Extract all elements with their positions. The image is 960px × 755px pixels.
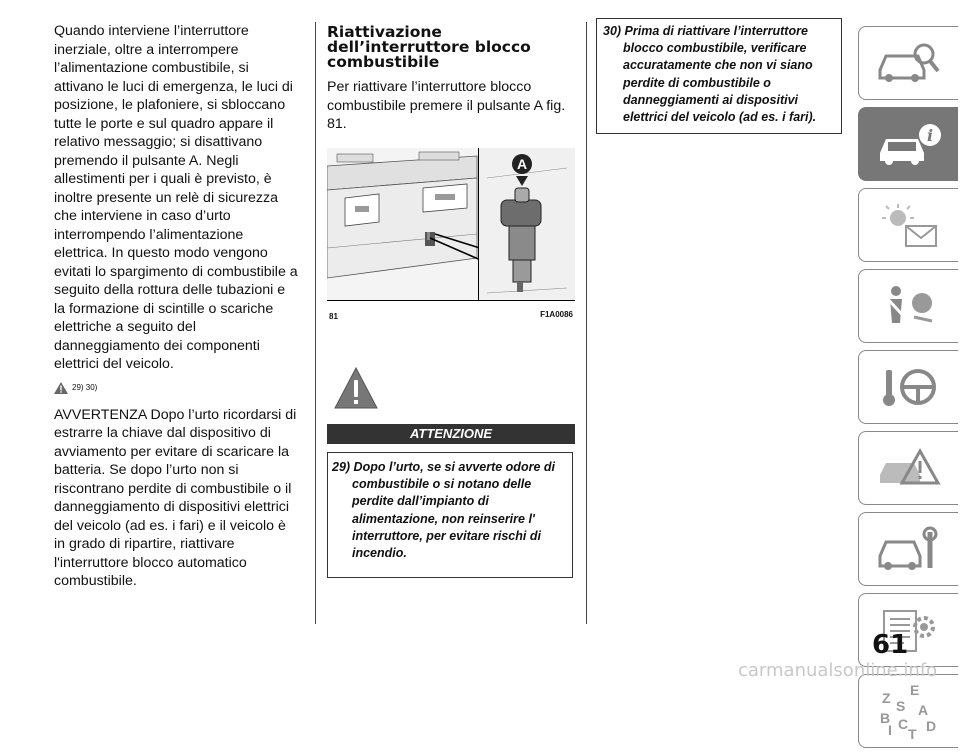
svg-text:C: C xyxy=(897,716,908,732)
tab-car-wrench[interactable] xyxy=(858,512,958,586)
svg-text:A: A xyxy=(917,702,928,718)
car-info-icon xyxy=(874,119,944,169)
column-divider xyxy=(315,22,316,624)
warning-triangle-icon xyxy=(54,382,68,394)
warning-30-box xyxy=(596,18,842,134)
car-magnifier-icon xyxy=(874,38,944,88)
tab-car-info[interactable] xyxy=(858,107,958,181)
column-divider xyxy=(586,22,587,624)
middle-column xyxy=(327,25,575,134)
steering-wheel-key-icon xyxy=(874,362,944,412)
svg-text:B: B xyxy=(879,710,890,726)
svg-text:T: T xyxy=(907,726,917,741)
figure-81 xyxy=(327,148,575,326)
svg-text:I: I xyxy=(887,722,892,738)
tab-steering-key[interactable] xyxy=(858,350,958,424)
tab-airbag-seatbelt[interactable] xyxy=(858,269,958,343)
attention-header: ATTENZIONE xyxy=(327,424,575,444)
svg-text:D: D xyxy=(925,718,936,734)
body-paragraph: Quando interviene l’interruttore inerziale, oltre a interrompere l’alimentazione combustibile, si attivano le luci di emergenza, le luci di posizione, le plafoniere, si sbloccano tutte le porte e sul quadro appare il relativo messaggio; si disattivano premendo il pulsante A. Negli allestimenti per i quali è previsto, è inoltre presente un relè di sicurezza che interviene in caso d’urto interrompendo l’alimentazione elettrica. In questo modo vengono evitati lo spargimento di combustibile a seguito della rottura delle tubazioni e la formazione di scintille o scariche elettriche a seguito del danneggiamento dei componenti elettrici del veicolo. xyxy=(54,23,298,372)
avvertenza-paragraph: AVVERTENZA Dopo l’urto ricordarsi di estrarre la chiave dal dispositivo di avviamento per evitare di scaricare la batteria. Se dopo l’urto non si riscontrano perdite di combustibile o il danneggiamento di dispositivi elettrici del veicolo (ad es. i fari) e il veicolo è in grado di ripartire, riattivare l'interruttore blocco automatico combustibile. xyxy=(54,406,297,589)
svg-text:Z: Z xyxy=(881,690,891,706)
tab-car-magnifier[interactable] xyxy=(858,26,958,100)
tab-car-warning[interactable] xyxy=(858,431,958,505)
tab-warning-lights[interactable] xyxy=(858,188,958,262)
svg-text:S: S xyxy=(895,698,905,714)
fuel-cutoff-switch-illustration xyxy=(327,148,575,300)
warning-triangle-icon xyxy=(333,366,379,410)
car-warning-triangle-icon xyxy=(874,443,944,493)
warning-29-text: 29) Dopo l’urto, se si avverte odore di combustibile o si notano delle perdite dall’impianto di alimentazione, non reinserire l' interruttore, per evitare rischi di incendio. xyxy=(332,460,555,561)
figure-number: 81 xyxy=(329,312,338,321)
warning-30-text: 30) Prima di riattivare l’interruttore blocco combustibile, verificare accuratamente che non vi siano perdite di combustibile o danneggiamenti ai dispositivi elettrici del veicolo (ad es. i fari). xyxy=(603,24,817,125)
figure-code: F1A0086 xyxy=(540,310,573,319)
svg-text:i: i xyxy=(926,126,933,145)
warning-refs-text: 29) 30) xyxy=(72,383,98,392)
warning-lights-envelope-icon xyxy=(874,200,944,250)
callout-a-label: A xyxy=(516,156,528,172)
svg-text:E: E xyxy=(909,682,919,698)
alphabet-index-icon xyxy=(874,681,944,741)
figure-image xyxy=(327,148,575,301)
attention-box xyxy=(327,452,573,578)
footer-watermark: carmanualsonline.info xyxy=(738,660,938,681)
airbag-seatbelt-icon xyxy=(874,281,944,331)
section-paragraph: Per riattivare l’interruttore blocco combustibile premere il pulsante A fig. 81. xyxy=(327,79,566,132)
tab-alphabetical-index[interactable] xyxy=(858,674,958,748)
car-wrench-icon xyxy=(874,524,944,574)
warning-reference xyxy=(54,382,300,394)
page-number: 61 xyxy=(872,630,909,660)
left-column xyxy=(54,22,300,591)
section-title: Riattivazione dell’interruttore blocco combustibile xyxy=(327,23,531,71)
